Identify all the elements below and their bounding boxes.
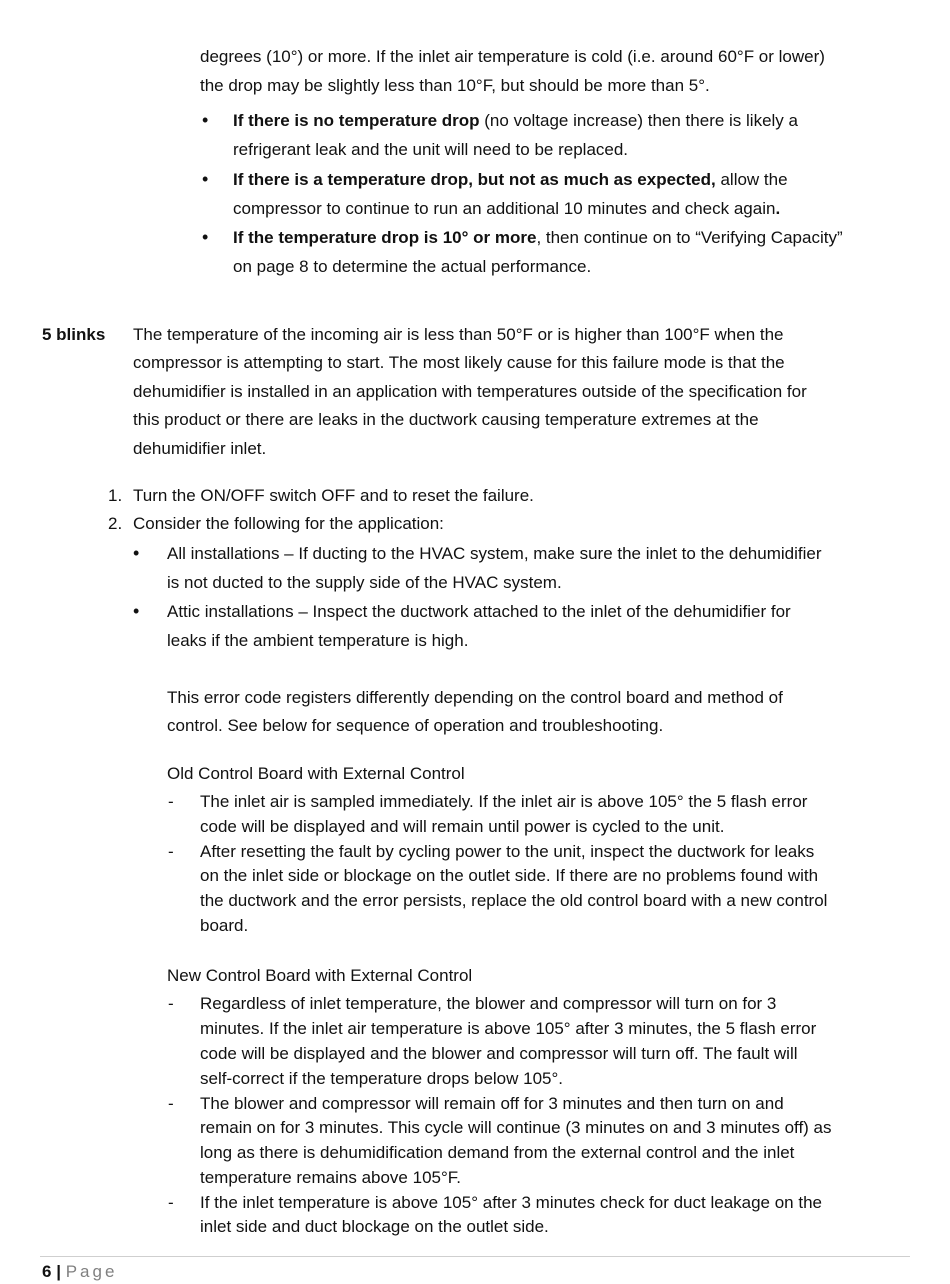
new-board-item-1-line-2: minutes. If the inlet air temperature is above 105° after 3 minutes, the 5 flash error bbox=[200, 1019, 817, 1038]
drop-bullet-2-line-2: compressor to continue to run an additional 10 minutes and check again. bbox=[233, 199, 781, 218]
app-bullet-2-line-1: Attic installations – Inspect the ductwork attached to the inlet of the dehumidifier for bbox=[167, 602, 791, 621]
drop-bullet-3-line-2: on page 8 to determine the actual performance. bbox=[233, 257, 592, 276]
new-board-item-2-line-1: The blower and compressor will remain off for 3 minutes and then turn on and bbox=[200, 1094, 784, 1113]
new-board-item-3-line-1: If the inlet temperature is above 105° after 3 minutes check for duct leakage on the bbox=[200, 1193, 822, 1212]
new-board-item-1-line-3: code will be displayed and the blower and compressor will turn off. The fault will bbox=[200, 1044, 798, 1063]
note-line-1: This error code registers differently depending on the control board and method of bbox=[167, 688, 783, 707]
footer-separator: | bbox=[56, 1262, 61, 1281]
old-board-item-2-line-4: board. bbox=[200, 916, 249, 935]
blinks-line-4: this product or there are leaks in the ductwork causing temperature extremes at the bbox=[133, 410, 759, 429]
new-board-item-1-line-4: self-correct if the temperature drops below 105°. bbox=[200, 1069, 564, 1088]
app-bullet-1-line-2: is not ducted to the supply side of the HVAC system. bbox=[167, 573, 562, 592]
blinks-label: 5 blinks bbox=[42, 325, 106, 344]
drop-bullet-1-line-1: If there is no temperature drop (no voltage increase) then there is likely a bbox=[233, 111, 798, 130]
bullet-dot: • bbox=[133, 543, 140, 563]
new-board-item-2-line-3: long as there is dehumidification demand from the external control and the inlet bbox=[200, 1143, 795, 1162]
bullet-dot: • bbox=[202, 110, 209, 130]
new-board-item-1-line-1: Regardless of inlet temperature, the blower and compressor will turn on for 3 bbox=[200, 994, 777, 1013]
old-board-item-2-line-3: the ductwork and the error persists, replace the old control board with a new control bbox=[200, 891, 828, 910]
step-2-number: 2. bbox=[108, 514, 123, 533]
blinks-line-1: The temperature of the incoming air is less than 50°F or is higher than 100°F when the bbox=[133, 325, 784, 344]
intro-line-2: the drop may be slightly less than 10°F, but should be more than 5°. bbox=[200, 76, 710, 95]
blinks-line-3: dehumidifier is installed in an application with temperatures outside of the specification for bbox=[133, 382, 807, 401]
old-board-item-1-line-2: code will be displayed and will remain until power is cycled to the unit. bbox=[200, 817, 725, 836]
dash-marker: - bbox=[168, 792, 174, 811]
dash-marker: - bbox=[168, 1094, 174, 1113]
dash-marker: - bbox=[168, 1193, 174, 1212]
app-bullet-2-line-2: leaks if the ambient temperature is high. bbox=[167, 631, 469, 650]
drop-bullet-2-line-1: If there is a temperature drop, but not as much as expected, allow the bbox=[233, 170, 788, 189]
step-1-number: 1. bbox=[108, 486, 123, 505]
new-board-item-3-line-2: inlet side and duct blockage on the outlet side. bbox=[200, 1217, 549, 1236]
page-footer bbox=[42, 1262, 117, 1282]
footer-divider bbox=[40, 1256, 910, 1257]
old-board-item-2-line-2: on the inlet side or blockage on the outlet side. If there are no problems found with bbox=[200, 866, 819, 885]
dash-marker: - bbox=[168, 842, 174, 861]
page-word: Page bbox=[65, 1262, 118, 1281]
drop-bullet-1-line-2: refrigerant leak and the unit will need to be replaced. bbox=[233, 140, 629, 159]
bullet-dot: • bbox=[133, 601, 140, 621]
bullet-dot: • bbox=[202, 169, 209, 189]
new-board-heading: New Control Board with External Control bbox=[167, 966, 473, 985]
old-board-item-1-line-1: The inlet air is sampled immediately. If the inlet air is above 105° the 5 flash error bbox=[200, 792, 808, 811]
page-number: 6 bbox=[42, 1262, 52, 1281]
blinks-line-2: compressor is attempting to start. The most likely cause for this failure mode is that the bbox=[133, 353, 785, 372]
step-1-text: Turn the ON/OFF switch OFF and to reset the failure. bbox=[133, 486, 534, 505]
old-board-item-2-line-1: After resetting the fault by cycling power to the unit, inspect the ductwork for leaks bbox=[200, 842, 815, 861]
note-line-2: control. See below for sequence of operation and troubleshooting. bbox=[167, 716, 664, 735]
app-bullet-1-line-1: All installations – If ducting to the HVAC system, make sure the inlet to the dehumidifier bbox=[167, 544, 822, 563]
new-board-item-2-line-2: remain on for 3 minutes. This cycle will continue (3 minutes on and 3 minutes off) as bbox=[200, 1118, 832, 1137]
step-2-text: Consider the following for the application: bbox=[133, 514, 444, 533]
old-board-heading: Old Control Board with External Control bbox=[167, 764, 465, 783]
blinks-line-5: dehumidifier inlet. bbox=[133, 439, 267, 458]
intro-line-1: degrees (10°) or more. If the inlet air temperature is cold (i.e. around 60°F or lower) bbox=[200, 47, 825, 66]
drop-bullet-3-line-1: If the temperature drop is 10° or more, then continue on to “Verifying Capacity” bbox=[233, 228, 843, 247]
dash-marker: - bbox=[168, 994, 174, 1013]
bullet-dot: • bbox=[202, 227, 209, 247]
new-board-item-2-line-4: temperature remains above 105°F. bbox=[200, 1168, 461, 1187]
